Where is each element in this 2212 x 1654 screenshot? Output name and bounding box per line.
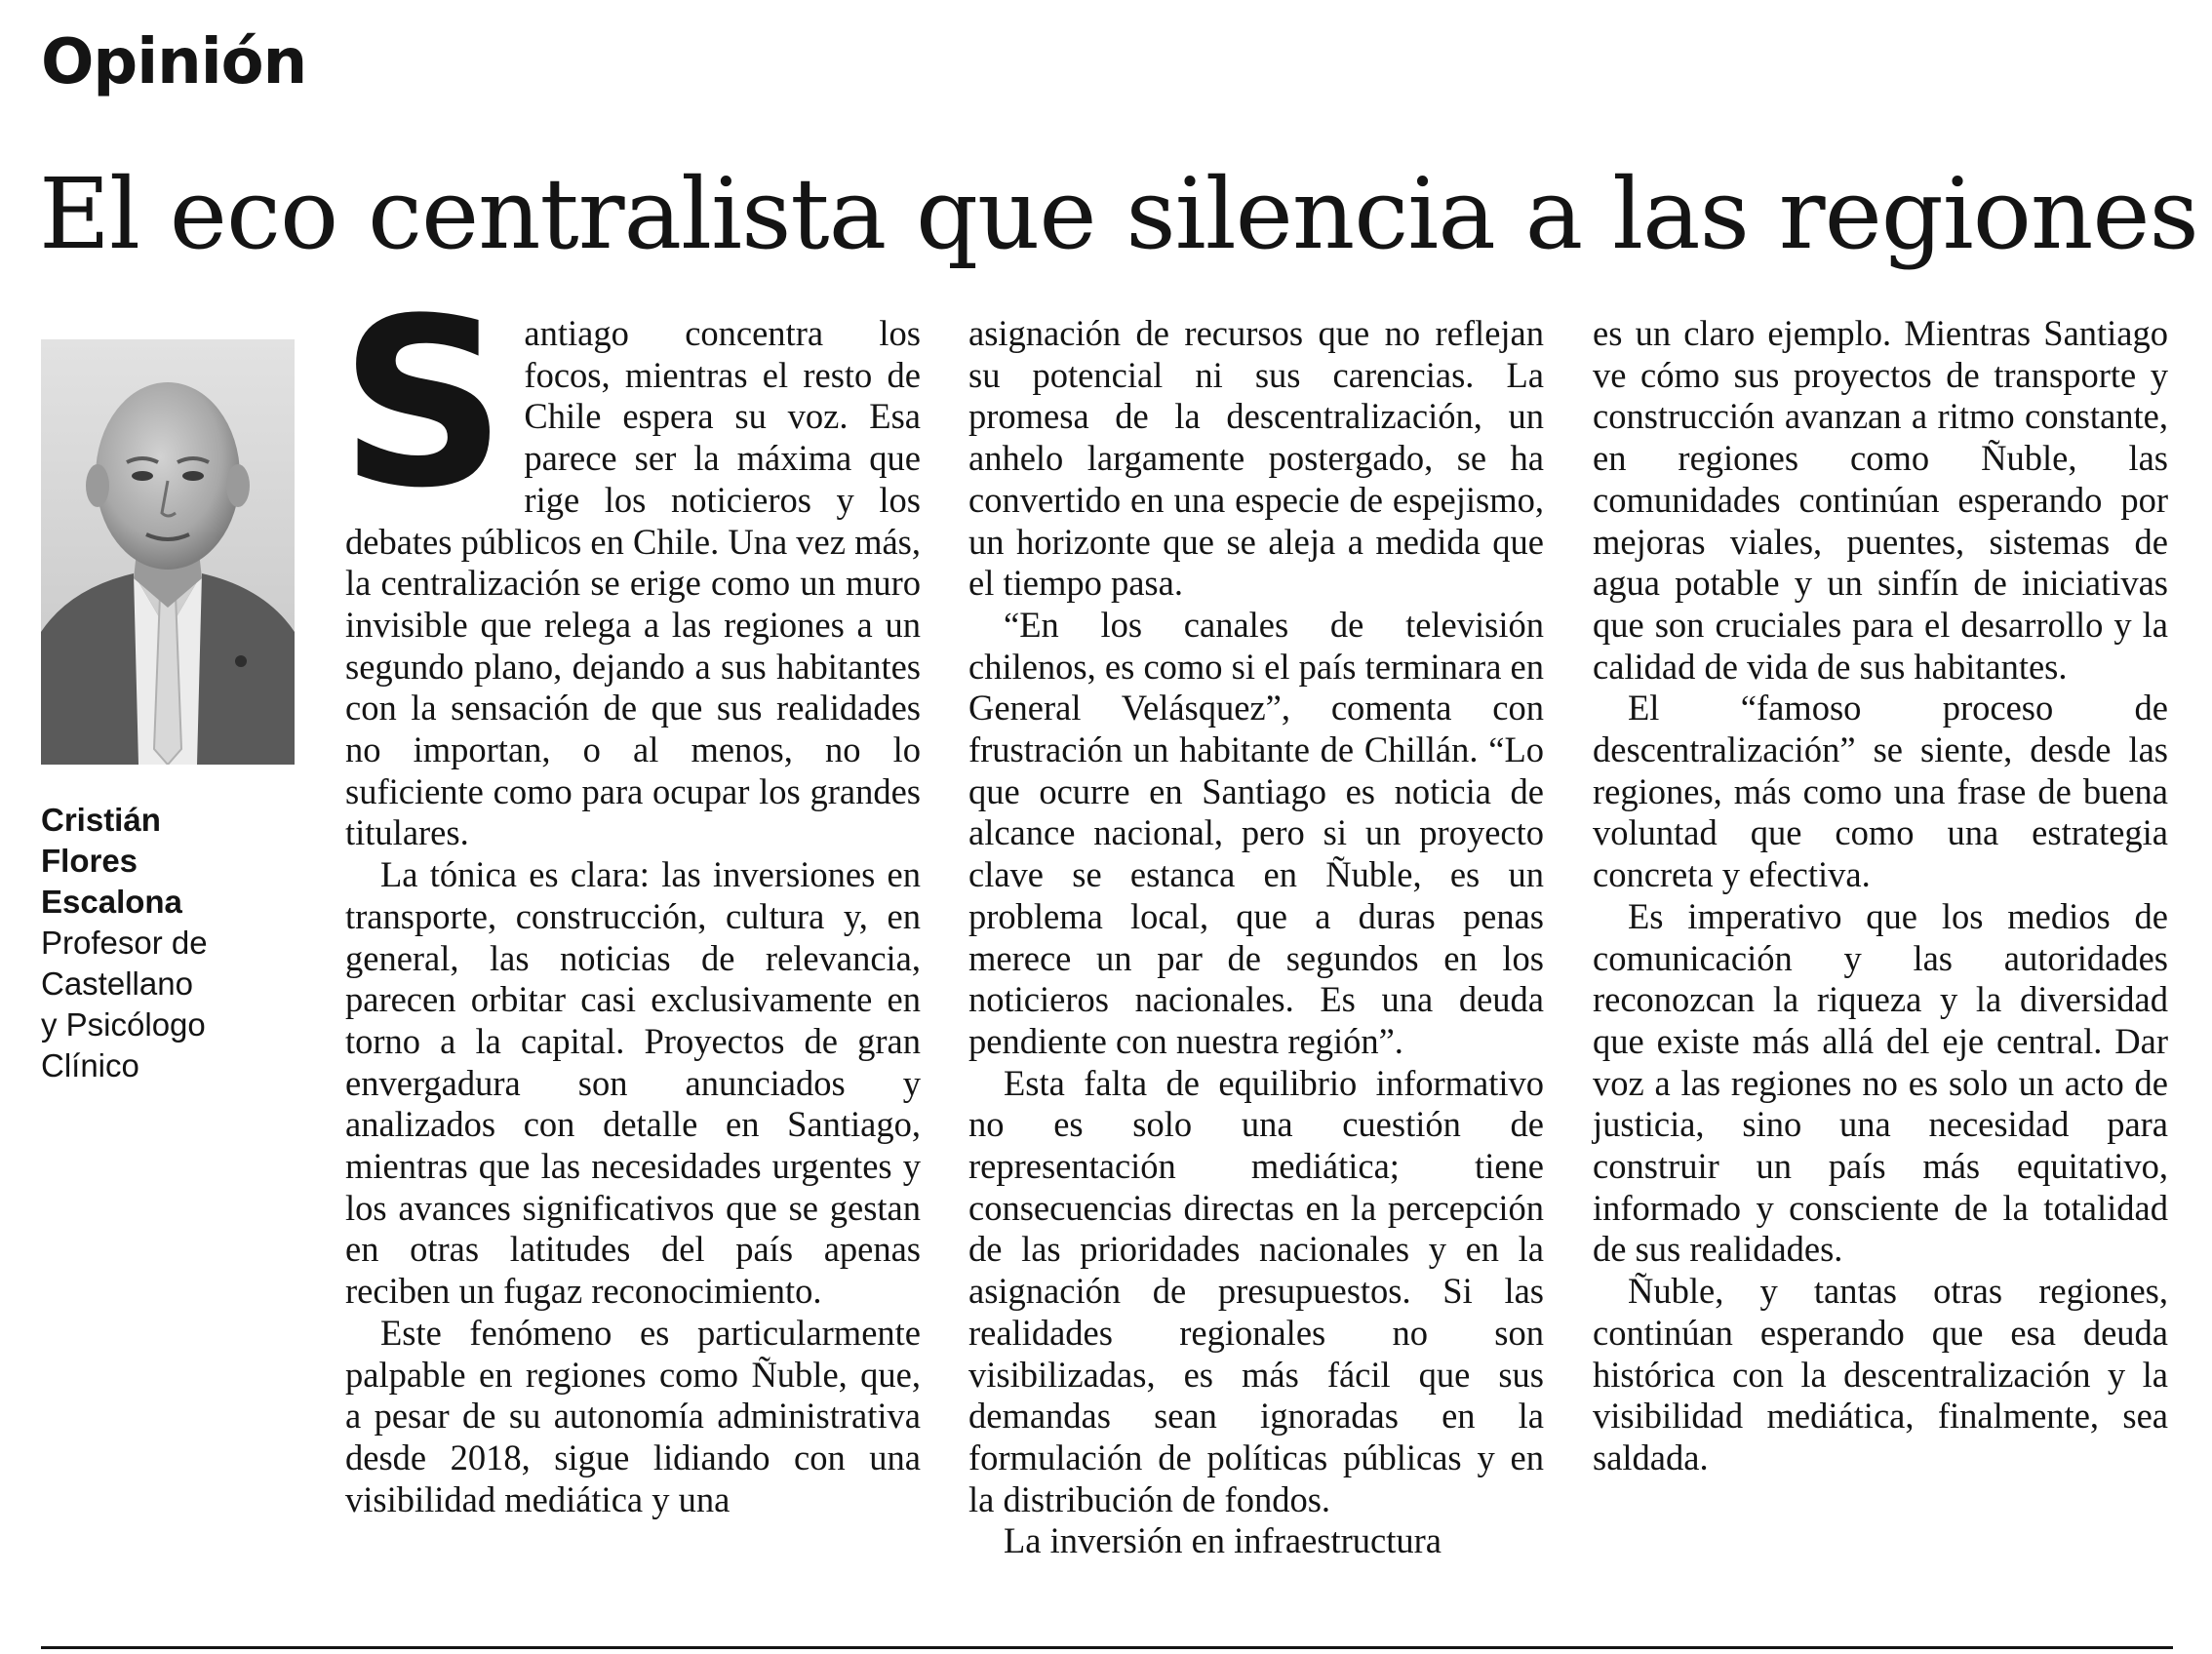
drop-cap: S <box>339 269 507 539</box>
article-column-2 <box>968 313 1544 1562</box>
article-paragraph: Este fenómeno es particularmente palpable en regiones como Ñuble, que, a pesar de su autonomía administrativa desde 2018, sigue lidiando con una visibilidad mediática y una <box>345 1312 921 1519</box>
bottom-rule <box>41 1646 2173 1649</box>
author-role-line-1: Profesor de <box>41 925 208 961</box>
article-paragraph: Esta falta de equilibrio informativo no es solo una cuestión de representación mediática; tiene consecuencias directas en la percepción de las prioridades nacionales y en la asignación de presupuestos. Si las realidades regionales no son visibilizadas, es más fácil que sus demandas sean ignoradas en la formulación de políticas públicas y en la distribución de fondos. <box>968 1062 1544 1519</box>
article-paragraph: asignación de recursos que no reflejan su potencial ni sus carencias. La promesa de la descentralización, un anhelo largamente postergado, se ha convertido en una especie de espejismo, un horizonte que se aleja a medida que el tiempo pasa. <box>968 313 1544 604</box>
article-paragraph: Es imperativo que los medios de comunicación y las autoridades reconozcan la riqueza y la diversidad que existe más allá del eje central. Dar voz a las regiones no es solo un acto de justicia, sino una necesidad para construir un país más equitativo, informado y consciente de la totalidad de sus realidades. <box>1593 895 2168 1270</box>
author-role-line-4: Clínico <box>41 1047 139 1083</box>
author-name-line-2: Flores <box>41 843 138 879</box>
author-byline <box>41 800 314 1086</box>
article-paragraph: El “famoso proceso de descentralización” se siente, desde las regiones, más como una frase de buena voluntad que como una estrategia concreta y efectiva. <box>1593 688 2168 895</box>
article-paragraph <box>339 269 921 854</box>
author-name-line-1: Cristián <box>41 802 161 838</box>
article-column-1 <box>339 269 921 1520</box>
section-label: Opinión <box>41 26 307 98</box>
article-paragraph: La inversión en infraestructura <box>1004 1520 1442 1561</box>
article-paragraph: es un claro ejemplo. Mientras Santiago ve cómo sus proyectos de transporte y construcción avanzan a ritmo constante, en regiones como Ñuble, las comunidades continúan esperando por mejoras viales, puentes, sistemas de agua potable y un sinfín de iniciativas que son cruciales para el desarrollo y la calidad de vida de sus habitantes. <box>1593 313 2168 687</box>
article-paragraph: Ñuble, y tantas otras regiones, continúan esperando que esa deuda histórica con la descentralización y la visibilidad mediática, finalmente, sea saldada. <box>1593 1271 2168 1477</box>
author-photo <box>41 339 295 765</box>
headline: El eco centralista que silencia a las regiones <box>39 157 2198 271</box>
author-role-line-3: y Psicólogo <box>41 1006 206 1043</box>
article-paragraph: La tónica es clara: las inversiones en transporte, construcción, cultura y, en general, las noticias de relevancia, parecen orbitar casi exclusivamente en torno a la capital. Proyectos de gran envergadura son anunciados y analizados con detalle en Santiago, mientras que las necesidades urgentes y los avances significativos que se gestan en otras latitudes del país apenas reciben un fugaz reconocimiento. <box>345 854 921 1312</box>
author-role-line-2: Castellano <box>41 965 193 1002</box>
article-paragraph: “En los canales de televisión chilenos, es como si el país terminara en General Velásquez”, comenta con frustración un habitante de Chillán. “Lo que ocurre en Santiago es noticia de alcance nacional, pero si un proyecto clave se estanca en Ñuble, es un problema local, que a duras penas merece un par de segundos en los noticieros nacionales. Es una deuda pendiente con nuestra región”. <box>968 604 1544 1061</box>
paragraph-text: antiago concentra los focos, mientras el resto de Chile espera su voz. Esa parece ser la máxima que rige los noticieros y los debates públicos en Chile. Una vez más, la centralización se erige como un muro invisible que relega a las regiones a un segundo plano, dejando a sus habitantes con la sensación de que sus realidades no importan, o al menos, no lo suficiente como para ocupar los grandes titulares. <box>345 313 921 853</box>
article-column-3 <box>1593 313 2168 1479</box>
author-name-line-3: Escalona <box>41 884 182 920</box>
